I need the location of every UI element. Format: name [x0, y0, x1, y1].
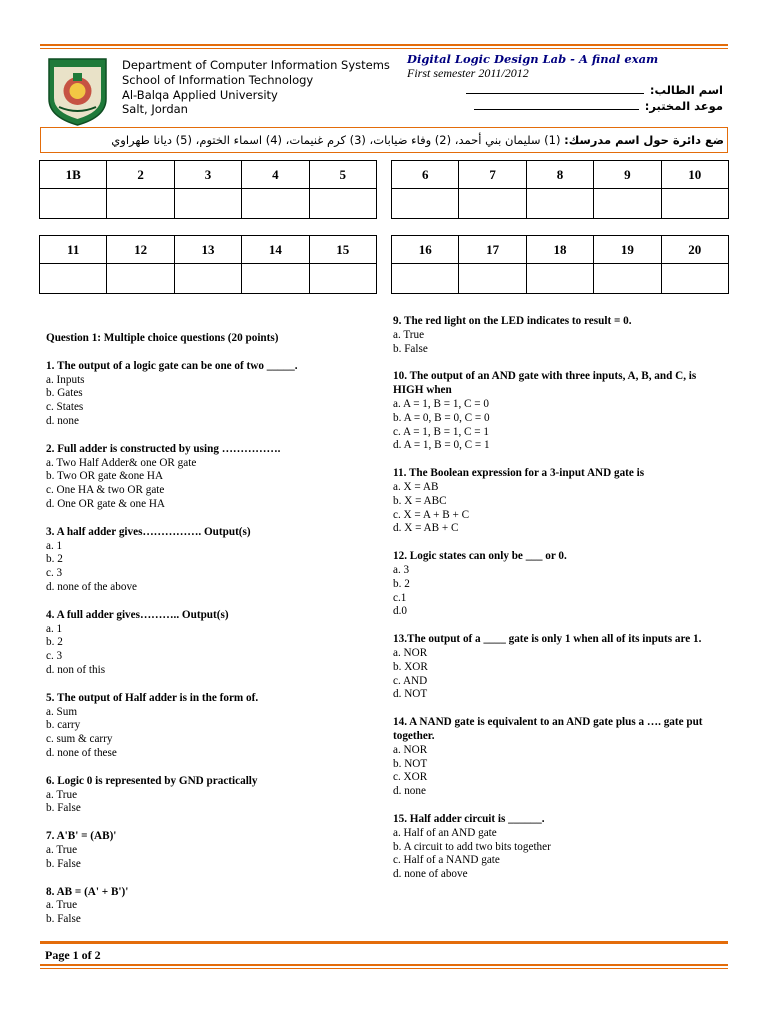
question-text: 8. AB = (A' + B')' [46, 885, 129, 898]
question-block [393, 370, 728, 453]
question-block [393, 813, 728, 882]
answer-cell-9[interactable] [594, 189, 661, 219]
answer-option: d. NOT [393, 688, 428, 701]
question-text: 14. A NAND gate is equivalent to an AND gate plus a …. gate put together. [393, 716, 703, 742]
footer-bottom-rule [40, 964, 728, 969]
answer-option: b. NOT [393, 757, 428, 770]
question-text: 7. A'B' = (AB)' [46, 830, 117, 843]
student-name-blank[interactable] [466, 82, 644, 94]
grid-label-4: 4 [242, 161, 309, 189]
left-question-column [46, 332, 376, 941]
question-text: 3. A half adder gives……………. Output(s) [46, 525, 251, 538]
answer-option: d. A = 1, B = 0, C = 1 [393, 439, 490, 452]
grid-label-7: 7 [459, 161, 526, 189]
header-divider-left [40, 127, 41, 152]
answer-option: a. Half of an AND gate [393, 826, 497, 839]
grid-label-18: 18 [526, 236, 593, 264]
answer-option: c. A = 1, B = 1, C = 1 [393, 425, 490, 438]
answer-option: b. A = 0, B = 0, C = 0 [393, 411, 490, 424]
grid-label-17: 17 [459, 236, 526, 264]
answer-option: c. Half of a NAND gate [393, 854, 500, 867]
question-text: 5. The output of Half adder is in the form of. [46, 691, 259, 704]
student-name-field[interactable] [466, 82, 723, 97]
right-question-column [393, 315, 728, 896]
dept-line-4: Salt, Jordan [122, 102, 188, 117]
answer-option: a. NOR [393, 646, 428, 659]
instruction-bottom-rule [40, 152, 728, 153]
grid-label-6: 6 [392, 161, 459, 189]
question-block [46, 360, 376, 429]
grid-label-12: 12 [107, 236, 174, 264]
section-title: Question 1: Multiple choice questions (20 points) [46, 332, 279, 344]
dept-line-2: School of Information Technology [122, 72, 314, 87]
answer-option: d.0 [393, 605, 407, 618]
answer-option: c. X = A + B + C [393, 508, 470, 521]
question-block [393, 467, 728, 536]
question-text: 11. The Boolean expression for a 3-input AND gate is [393, 467, 645, 480]
question-block [393, 716, 728, 799]
answer-cell-20[interactable] [661, 264, 728, 294]
instruction-bold: ضع دائرة حول اسم مدرسك: [564, 133, 724, 147]
header-bottom-rule [40, 127, 728, 128]
question-text: 13.The output of a ____ gate is only 1 when all of its inputs are 1. [393, 633, 702, 646]
answer-option: b. 2 [46, 636, 63, 649]
grid-label-2: 2 [107, 161, 174, 189]
answer-option: a. True [46, 899, 78, 912]
question-block [46, 775, 376, 816]
grid-label-19: 19 [594, 236, 661, 264]
answer-option: a. True [393, 328, 425, 341]
answer-grid-6-10 [391, 160, 729, 219]
lab-time-field[interactable] [474, 98, 723, 113]
answer-option: c.1 [393, 591, 407, 604]
answer-option: d. none [46, 414, 79, 427]
question-block [393, 633, 728, 702]
answer-cell-6[interactable] [392, 189, 459, 219]
answer-option: b. XOR [393, 660, 428, 673]
answer-option: b. A circuit to add two bits together [393, 840, 551, 853]
answer-cell-2[interactable] [107, 189, 174, 219]
answer-grid-11-15 [39, 235, 377, 294]
answer-option: d. X = AB + C [393, 522, 459, 535]
answer-cell-16[interactable] [392, 264, 459, 294]
grid-label-10: 10 [661, 161, 728, 189]
answer-option: d. none of these [46, 746, 117, 759]
answer-option: a. X = AB [393, 480, 439, 493]
answer-option: c. 3 [46, 567, 63, 580]
answer-option: b. Two OR gate &one HA [46, 470, 164, 483]
answer-option: b. X = ABC [393, 494, 447, 507]
answer-option: b. False [46, 802, 81, 815]
answer-option: a. 1 [46, 622, 63, 635]
question-text: 9. The red light on the LED indicates to result = 0. [393, 315, 632, 327]
grid-label-1: 1B [40, 161, 107, 189]
question-block [46, 443, 376, 512]
answer-option: d. non of this [46, 663, 106, 676]
answer-option: b. False [393, 342, 428, 355]
student-name-label: اسم الطالب: [649, 83, 723, 97]
question-block [46, 886, 376, 927]
answer-cell-14[interactable] [242, 264, 309, 294]
header-divider-right [727, 127, 728, 152]
answer-option: c. 3 [46, 650, 63, 663]
answer-grid-16-20 [391, 235, 729, 294]
lab-time-blank[interactable] [474, 98, 639, 110]
answer-option: c. sum & carry [46, 733, 113, 746]
question-block [46, 830, 376, 871]
dept-line-1: Department of Computer Information Systems [122, 58, 390, 72]
question-block [46, 692, 376, 761]
instruction-names: (1) سليمان بني أحمد، (2) وفاء ضيابات، (3) كرم غنيمات، (4) اسماء الختوم، (5) ديانا طهراوي [111, 133, 565, 147]
answer-option: a. Two Half Adder& one OR gate [46, 456, 197, 469]
answer-cell-18[interactable] [526, 264, 593, 294]
answer-option: a. NOR [393, 743, 428, 756]
answer-option: a. True [46, 788, 78, 801]
university-logo [45, 55, 110, 127]
header-top-rule [40, 44, 728, 49]
grid-label-5: 5 [309, 161, 376, 189]
answer-cell-1[interactable] [40, 189, 107, 219]
footer-top-rule [40, 941, 728, 944]
grid-label-11: 11 [40, 236, 107, 264]
answer-cell-11[interactable] [40, 264, 107, 294]
question-text: 10. The output of an AND gate with three inputs, A, B, and C, is HIGH when [393, 370, 697, 397]
answer-option: c. XOR [393, 771, 428, 784]
lab-time-label: موعد المختبر: [644, 99, 723, 113]
answer-option: c. AND [393, 674, 428, 687]
answer-option: d. none of the above [46, 580, 138, 593]
answer-cell-15[interactable] [309, 264, 376, 294]
answer-cell-13[interactable] [174, 264, 241, 294]
question-block [46, 526, 376, 595]
answer-grid-1-5 [39, 160, 377, 219]
grid-label-8: 8 [526, 161, 593, 189]
department-info [122, 58, 390, 117]
question-text: 12. Logic states can only be ___ or 0. [393, 550, 567, 563]
answer-option: d. none of above [393, 868, 468, 881]
answer-option: b. carry [46, 719, 81, 732]
answer-option: d. One OR gate & one HA [46, 497, 165, 510]
grid-label-14: 14 [242, 236, 309, 264]
instructor-instruction [111, 133, 724, 147]
question-text: 15. Half adder circuit is ______. [393, 812, 545, 825]
answer-cell-3[interactable] [174, 189, 241, 219]
answer-cell-19[interactable] [594, 264, 661, 294]
answer-option: a. 3 [393, 563, 410, 576]
question-block [393, 550, 728, 619]
grid-label-20: 20 [661, 236, 728, 264]
answer-option: a. Sum [46, 705, 78, 718]
page-number: Page 1 of 2 [45, 948, 101, 962]
answer-option: c. One HA & two OR gate [46, 484, 165, 497]
answer-cell-17[interactable] [459, 264, 526, 294]
grid-label-9: 9 [594, 161, 661, 189]
answer-cell-7[interactable] [459, 189, 526, 219]
grid-label-16: 16 [392, 236, 459, 264]
exam-title: Digital Logic Design Lab - A final exam [407, 52, 659, 66]
question-block [46, 609, 376, 678]
answer-option: b. Gates [46, 387, 83, 400]
answer-option: a. True [46, 843, 78, 856]
answer-option: a. Inputs [46, 373, 85, 386]
answer-cell-8[interactable] [526, 189, 593, 219]
answer-option: b. False [46, 857, 81, 870]
answer-cell-4[interactable] [242, 189, 309, 219]
dept-line-3: Al-Balqa Applied University [122, 87, 278, 102]
question-text: 2. Full adder is constructed by using ……………. [46, 442, 281, 455]
question-text: 1. The output of a logic gate can be one of two _____. [46, 359, 298, 372]
question-block [393, 315, 728, 356]
answer-option: a. A = 1, B = 1, C = 0 [393, 397, 490, 410]
answer-cell-10[interactable] [661, 189, 728, 219]
answer-option: b. False [46, 913, 81, 926]
grid-label-13: 13 [174, 236, 241, 264]
grid-label-15: 15 [309, 236, 376, 264]
exam-semester: First semester 2011/2012 [407, 66, 529, 80]
answer-option: d. none [393, 785, 426, 798]
answer-cell-12[interactable] [107, 264, 174, 294]
answer-option: a. 1 [46, 539, 63, 552]
answer-option: b. 2 [46, 553, 63, 566]
question-text: 6. Logic 0 is represented by GND practically [46, 774, 258, 787]
grid-label-3: 3 [174, 161, 241, 189]
answer-option: c. States [46, 401, 84, 414]
question-text: 4. A full adder gives……….. Output(s) [46, 608, 229, 621]
answer-option: b. 2 [393, 577, 410, 590]
answer-cell-5[interactable] [309, 189, 376, 219]
